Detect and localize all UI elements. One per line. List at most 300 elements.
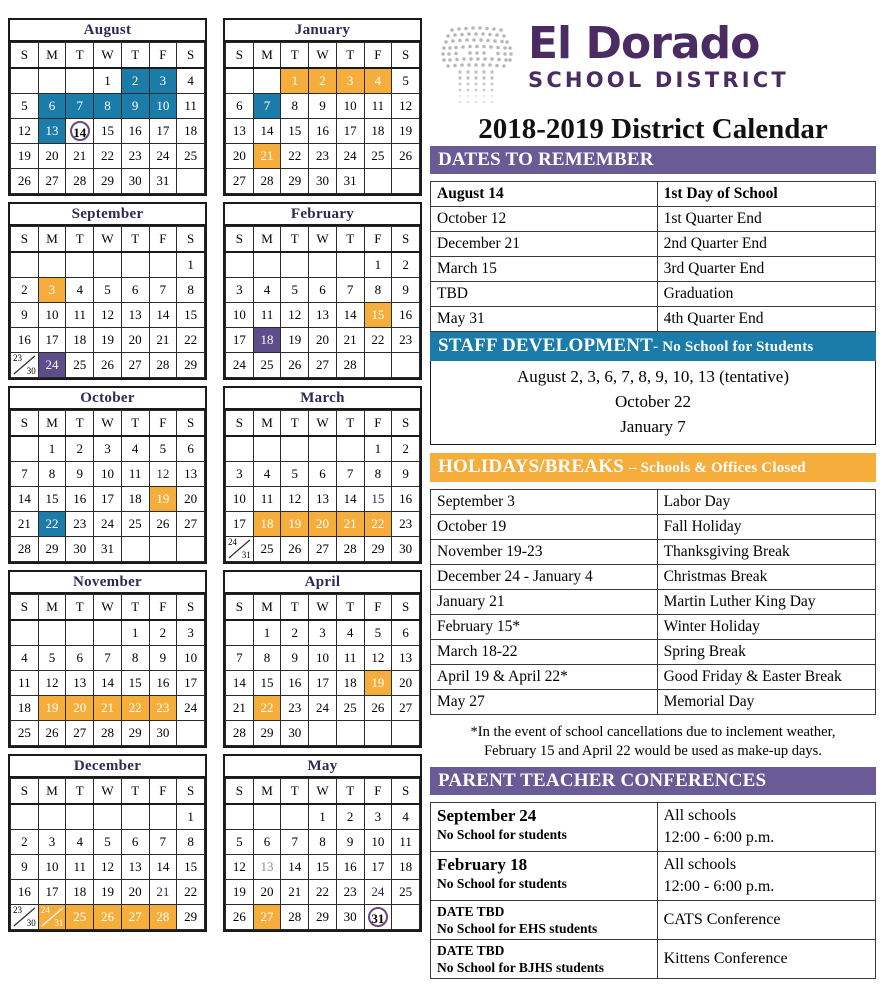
day-cell[interactable] [11,905,39,930]
day-cell[interactable]: 10 [38,855,66,880]
day-cell[interactable]: 18 [253,328,281,353]
day-cell[interactable]: 13 [392,646,420,671]
day-cell[interactable]: 25 [11,721,39,746]
day-cell[interactable]: 15 [364,303,392,328]
day-cell[interactable]: 27 [121,905,149,930]
day-cell[interactable]: 25 [121,512,149,537]
day-cell[interactable]: 31 [94,537,122,562]
day-cell[interactable]: 19 [364,671,392,696]
day-cell[interactable]: 28 [253,169,281,194]
day-cell[interactable]: 30 [309,169,337,194]
day-cell[interactable]: 6 [309,278,337,303]
day-cell[interactable]: 2 [66,436,94,462]
day-cell[interactable]: 18 [364,119,392,144]
day-cell[interactable]: 6 [177,436,205,462]
day-cell[interactable] [226,537,254,562]
day-cell[interactable]: 16 [309,119,337,144]
day-cell[interactable]: 22 [253,696,281,721]
day-cell[interactable]: 17 [177,671,205,696]
day-cell[interactable]: 23 [281,696,309,721]
day-cell[interactable]: 11 [364,94,392,119]
day-cell[interactable]: 11 [336,646,364,671]
day-cell[interactable]: 1 [177,252,205,278]
day-cell[interactable]: 20 [253,880,281,905]
day-cell[interactable]: 23 [336,880,364,905]
day-cell[interactable]: 19 [38,696,66,721]
day-cell[interactable]: 13 [38,119,66,144]
day-cell[interactable]: 20 [66,696,94,721]
day-cell[interactable] [66,119,94,144]
day-cell[interactable]: 13 [177,462,205,487]
day-cell[interactable]: 10 [38,303,66,328]
day-cell[interactable]: 28 [336,537,364,562]
day-cell[interactable]: 16 [336,855,364,880]
day-cell[interactable]: 11 [66,303,94,328]
day-cell[interactable]: 5 [364,620,392,646]
day-cell[interactable]: 20 [309,328,337,353]
day-cell[interactable]: 8 [177,830,205,855]
day-cell[interactable]: 26 [392,144,420,169]
day-cell[interactable]: 4 [66,278,94,303]
day-cell[interactable]: 13 [309,303,337,328]
day-cell[interactable]: 21 [336,512,364,537]
day-cell[interactable]: 20 [121,880,149,905]
day-cell[interactable]: 28 [11,537,39,562]
day-cell[interactable]: 29 [281,169,309,194]
day-cell[interactable]: 23 [66,512,94,537]
day-cell[interactable]: 9 [281,646,309,671]
day-cell[interactable] [11,353,39,378]
day-cell[interactable]: 10 [364,830,392,855]
day-cell[interactable]: 16 [149,671,177,696]
day-cell[interactable]: 4 [253,462,281,487]
day-cell[interactable]: 15 [253,671,281,696]
day-cell[interactable]: 24 [336,144,364,169]
day-cell[interactable]: 11 [11,671,39,696]
day-cell[interactable]: 4 [11,646,39,671]
day-cell[interactable]: 2 [11,830,39,855]
day-cell[interactable]: 24 [38,353,66,378]
day-cell[interactable]: 12 [11,119,39,144]
day-cell[interactable]: 8 [253,646,281,671]
day-cell[interactable]: 28 [94,721,122,746]
day-cell[interactable]: 6 [392,620,420,646]
day-cell[interactable]: 8 [94,94,122,119]
day-cell[interactable]: 1 [309,804,337,830]
day-cell[interactable]: 19 [94,328,122,353]
day-cell[interactable]: 13 [121,855,149,880]
day-cell[interactable]: 22 [281,144,309,169]
day-cell[interactable]: 14 [149,303,177,328]
day-cell[interactable]: 7 [336,462,364,487]
day-cell[interactable]: 18 [253,512,281,537]
day-cell[interactable]: 24 [309,696,337,721]
day-cell[interactable]: 14 [94,671,122,696]
day-cell[interactable]: 19 [11,144,39,169]
day-cell[interactable]: 12 [94,855,122,880]
day-cell[interactable]: 27 [38,169,66,194]
day-cell[interactable]: 8 [177,278,205,303]
day-cell[interactable]: 7 [281,830,309,855]
day-cell[interactable]: 30 [392,537,420,562]
day-cell[interactable]: 17 [94,487,122,512]
day-cell[interactable]: 22 [121,696,149,721]
day-cell[interactable]: 21 [11,512,39,537]
day-cell[interactable]: 16 [11,328,39,353]
day-cell[interactable]: 11 [253,487,281,512]
day-cell[interactable]: 4 [66,830,94,855]
day-cell[interactable]: 6 [38,94,66,119]
day-cell[interactable]: 3 [149,68,177,94]
day-cell[interactable]: 30 [281,721,309,746]
day-cell[interactable] [38,905,66,930]
day-cell[interactable]: 16 [121,119,149,144]
day-cell[interactable]: 9 [66,462,94,487]
day-cell[interactable]: 1 [364,252,392,278]
day-cell[interactable]: 21 [336,328,364,353]
day-cell[interactable]: 16 [11,880,39,905]
day-cell[interactable]: 5 [94,830,122,855]
day-cell[interactable]: 10 [336,94,364,119]
day-cell[interactable]: 17 [309,671,337,696]
day-cell[interactable]: 2 [336,804,364,830]
day-cell[interactable]: 29 [253,721,281,746]
day-cell[interactable]: 27 [121,353,149,378]
day-cell[interactable]: 15 [94,119,122,144]
day-cell[interactable]: 18 [66,328,94,353]
day-cell[interactable]: 25 [253,353,281,378]
day-cell[interactable]: 22 [309,880,337,905]
day-cell[interactable]: 2 [149,620,177,646]
day-cell[interactable]: 14 [149,855,177,880]
day-cell[interactable]: 10 [309,646,337,671]
day-cell[interactable]: 21 [253,144,281,169]
day-cell[interactable]: 10 [226,487,254,512]
day-cell[interactable]: 27 [177,512,205,537]
day-cell[interactable]: 10 [94,462,122,487]
day-cell[interactable]: 4 [392,804,420,830]
day-cell[interactable]: 8 [364,462,392,487]
day-cell[interactable]: 15 [364,487,392,512]
day-cell[interactable]: 4 [336,620,364,646]
day-cell[interactable]: 12 [38,671,66,696]
day-cell[interactable]: 13 [66,671,94,696]
day-cell[interactable]: 28 [226,721,254,746]
day-cell[interactable]: 16 [66,487,94,512]
day-cell[interactable]: 6 [253,830,281,855]
day-cell[interactable]: 6 [226,94,254,119]
day-cell[interactable]: 4 [121,436,149,462]
day-cell[interactable]: 28 [149,353,177,378]
day-cell[interactable]: 19 [281,512,309,537]
day-cell[interactable]: 3 [309,620,337,646]
day-cell[interactable]: 19 [94,880,122,905]
day-cell[interactable]: 25 [66,905,94,930]
day-cell[interactable]: 14 [11,487,39,512]
day-cell[interactable]: 28 [149,905,177,930]
day-cell[interactable]: 3 [38,830,66,855]
day-cell[interactable]: 22 [38,512,66,537]
day-cell[interactable]: 29 [177,353,205,378]
day-cell[interactable]: 22 [94,144,122,169]
day-cell[interactable]: 3 [226,462,254,487]
day-cell[interactable]: 16 [281,671,309,696]
day-cell[interactable]: 28 [66,169,94,194]
day-cell[interactable]: 26 [226,905,254,930]
day-cell[interactable]: 26 [94,905,122,930]
day-cell[interactable]: 15 [281,119,309,144]
day-cell[interactable]: 2 [11,278,39,303]
day-cell[interactable]: 3 [177,620,205,646]
day-cell[interactable]: 17 [364,855,392,880]
day-cell[interactable]: 7 [149,278,177,303]
day-cell[interactable]: 28 [281,905,309,930]
day-cell[interactable]: 29 [121,721,149,746]
day-cell[interactable]: 26 [38,721,66,746]
day-cell[interactable]: 24 [94,512,122,537]
day-cell[interactable]: 9 [11,855,39,880]
day-cell[interactable]: 9 [11,303,39,328]
day-cell[interactable]: 7 [336,278,364,303]
day-cell[interactable]: 20 [177,487,205,512]
day-cell[interactable]: 27 [253,905,281,930]
day-cell[interactable]: 18 [177,119,205,144]
day-cell[interactable]: 20 [392,671,420,696]
day-cell[interactable]: 6 [309,462,337,487]
day-cell[interactable]: 12 [149,462,177,487]
day-cell[interactable]: 27 [309,537,337,562]
day-cell[interactable]: 23 [392,512,420,537]
day-cell[interactable]: 8 [281,94,309,119]
day-cell[interactable]: 26 [94,353,122,378]
day-cell[interactable]: 14 [226,671,254,696]
day-cell[interactable]: 9 [149,646,177,671]
day-cell[interactable]: 2 [392,252,420,278]
day-cell[interactable]: 17 [226,328,254,353]
day-cell[interactable]: 18 [392,855,420,880]
day-cell[interactable]: 13 [226,119,254,144]
day-cell[interactable]: 23 [121,144,149,169]
day-cell[interactable]: 3 [226,278,254,303]
day-cell[interactable]: 3 [364,804,392,830]
day-cell[interactable]: 5 [38,646,66,671]
day-cell[interactable]: 2 [121,68,149,94]
day-cell[interactable]: 17 [226,512,254,537]
day-cell[interactable]: 12 [281,303,309,328]
day-cell[interactable]: 10 [149,94,177,119]
day-cell[interactable]: 8 [364,278,392,303]
day-cell[interactable]: 6 [121,830,149,855]
day-cell[interactable]: 29 [364,537,392,562]
day-cell[interactable]: 25 [177,144,205,169]
day-cell[interactable]: 19 [281,328,309,353]
day-cell[interactable]: 26 [11,169,39,194]
day-cell[interactable]: 21 [94,696,122,721]
day-cell[interactable]: 9 [392,462,420,487]
day-cell[interactable]: 22 [364,328,392,353]
day-cell[interactable]: 10 [177,646,205,671]
day-cell[interactable]: 5 [281,462,309,487]
day-cell[interactable]: 2 [392,436,420,462]
day-cell[interactable]: 3 [94,436,122,462]
day-cell[interactable]: 28 [336,353,364,378]
day-cell[interactable]: 21 [149,880,177,905]
day-cell[interactable]: 1 [177,804,205,830]
day-cell[interactable]: 13 [121,303,149,328]
day-cell[interactable]: 25 [253,537,281,562]
day-cell[interactable]: 27 [226,169,254,194]
day-cell[interactable]: 7 [253,94,281,119]
day-cell[interactable]: 22 [364,512,392,537]
day-cell[interactable]: 11 [177,94,205,119]
day-cell[interactable]: 29 [309,905,337,930]
day-cell[interactable]: 14 [336,487,364,512]
day-cell[interactable]: 20 [121,328,149,353]
day-cell[interactable]: 15 [177,303,205,328]
day-cell[interactable]: 26 [281,353,309,378]
day-cell[interactable]: 1 [253,620,281,646]
day-cell[interactable]: 23 [309,144,337,169]
day-cell[interactable]: 17 [149,119,177,144]
day-cell[interactable]: 29 [94,169,122,194]
day-cell[interactable]: 12 [281,487,309,512]
day-cell[interactable]: 24 [177,696,205,721]
day-cell[interactable]: 8 [309,830,337,855]
day-cell[interactable]: 24 [149,144,177,169]
day-cell[interactable]: 2 [309,68,337,94]
day-cell[interactable]: 30 [66,537,94,562]
day-cell[interactable]: 15 [177,855,205,880]
day-cell[interactable]: 15 [309,855,337,880]
day-cell[interactable]: 11 [121,462,149,487]
day-cell[interactable]: 12 [364,646,392,671]
day-cell[interactable]: 11 [253,303,281,328]
day-cell[interactable]: 23 [392,328,420,353]
day-cell[interactable]: 21 [149,328,177,353]
day-cell[interactable]: 5 [392,68,420,94]
day-cell[interactable]: 26 [281,537,309,562]
day-cell[interactable]: 9 [121,94,149,119]
day-cell[interactable]: 7 [94,646,122,671]
day-cell[interactable]: 11 [392,830,420,855]
day-cell[interactable]: 29 [38,537,66,562]
day-cell[interactable]: 25 [336,696,364,721]
day-cell[interactable]: 1 [281,68,309,94]
day-cell[interactable]: 30 [149,721,177,746]
day-cell[interactable]: 6 [66,646,94,671]
day-cell[interactable]: 24 [364,880,392,905]
day-cell[interactable]: 22 [177,328,205,353]
day-cell[interactable]: 21 [226,696,254,721]
day-cell[interactable]: 31 [149,169,177,194]
day-cell[interactable]: 11 [66,855,94,880]
day-cell[interactable]: 16 [392,487,420,512]
day-cell[interactable]: 15 [38,487,66,512]
day-cell[interactable]: 22 [177,880,205,905]
day-cell[interactable]: 10 [226,303,254,328]
day-cell[interactable]: 27 [309,353,337,378]
day-cell[interactable]: 5 [226,830,254,855]
day-cell[interactable]: 7 [149,830,177,855]
day-cell[interactable]: 5 [94,278,122,303]
day-cell[interactable]: 9 [309,94,337,119]
day-cell[interactable]: 4 [364,68,392,94]
day-cell[interactable]: 19 [392,119,420,144]
day-cell[interactable]: 12 [94,303,122,328]
day-cell[interactable]: 12 [392,94,420,119]
day-cell[interactable]: 31 [336,169,364,194]
day-cell[interactable]: 9 [336,830,364,855]
day-cell[interactable]: 5 [281,278,309,303]
day-cell[interactable]: 27 [392,696,420,721]
day-cell[interactable]: 1 [38,436,66,462]
day-cell[interactable]: 8 [38,462,66,487]
day-cell[interactable]: 27 [66,721,94,746]
day-cell[interactable]: 1 [94,68,122,94]
day-cell[interactable]: 20 [309,512,337,537]
day-cell[interactable]: 18 [336,671,364,696]
day-cell[interactable]: 2 [281,620,309,646]
day-cell[interactable]: 6 [121,278,149,303]
day-cell[interactable]: 29 [177,905,205,930]
day-cell[interactable]: 25 [392,880,420,905]
day-cell[interactable]: 18 [11,696,39,721]
day-cell[interactable]: 20 [38,144,66,169]
day-cell[interactable]: 13 [253,855,281,880]
day-cell[interactable]: 23 [149,696,177,721]
day-cell[interactable]: 8 [121,646,149,671]
day-cell[interactable]: 19 [149,487,177,512]
day-cell[interactable]: 17 [38,328,66,353]
day-cell[interactable]: 18 [66,880,94,905]
day-cell[interactable]: 20 [226,144,254,169]
day-cell[interactable]: 12 [226,855,254,880]
day-cell[interactable]: 26 [149,512,177,537]
day-cell[interactable]: 4 [253,278,281,303]
day-cell[interactable]: 26 [364,696,392,721]
day-cell[interactable]: 4 [177,68,205,94]
day-cell[interactable]: 3 [336,68,364,94]
day-cell[interactable]: 25 [364,144,392,169]
day-cell[interactable]: 5 [149,436,177,462]
day-cell[interactable]: 21 [66,144,94,169]
day-cell[interactable]: 7 [66,94,94,119]
day-cell[interactable]: 14 [253,119,281,144]
day-cell[interactable]: 24 [226,353,254,378]
day-cell[interactable]: 3 [38,278,66,303]
day-cell[interactable]: 17 [336,119,364,144]
day-cell[interactable]: 14 [336,303,364,328]
day-cell[interactable]: 30 [121,169,149,194]
day-cell[interactable] [364,905,392,930]
day-cell[interactable]: 14 [281,855,309,880]
day-cell[interactable]: 15 [121,671,149,696]
day-cell[interactable]: 21 [281,880,309,905]
day-cell[interactable]: 30 [336,905,364,930]
day-cell[interactable]: 17 [38,880,66,905]
day-cell[interactable]: 18 [121,487,149,512]
day-cell[interactable]: 13 [309,487,337,512]
day-cell[interactable]: 16 [392,303,420,328]
day-cell[interactable]: 19 [226,880,254,905]
day-cell[interactable]: 5 [11,94,39,119]
day-cell[interactable]: 7 [226,646,254,671]
day-cell[interactable]: 9 [392,278,420,303]
day-cell[interactable]: 7 [11,462,39,487]
day-cell[interactable]: 1 [121,620,149,646]
day-cell[interactable]: 1 [364,436,392,462]
day-cell[interactable]: 25 [66,353,94,378]
